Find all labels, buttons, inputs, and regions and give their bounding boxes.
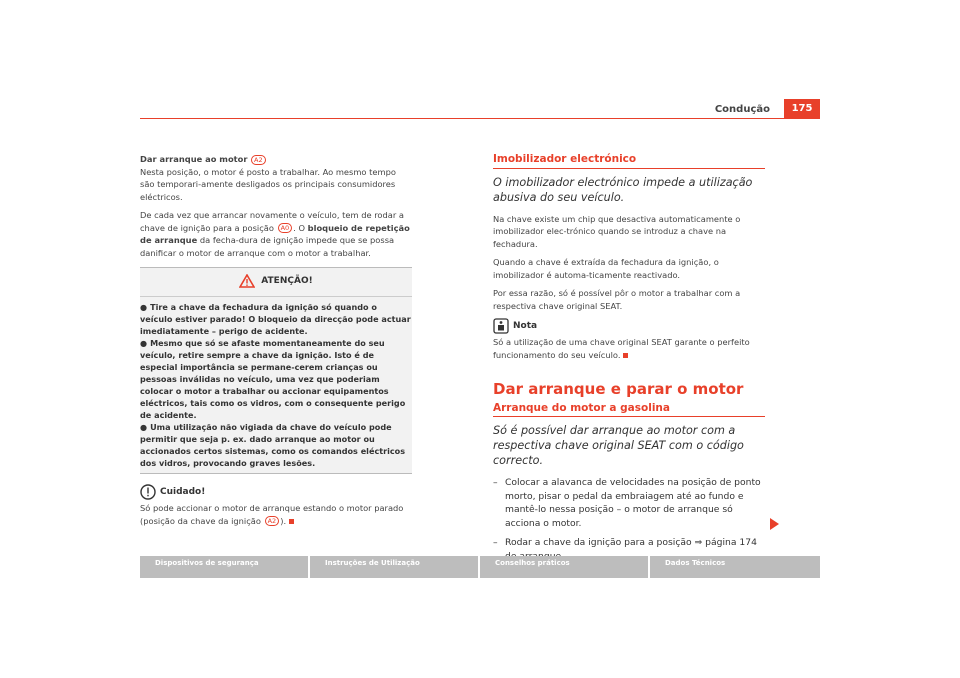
section-title-petrol-start: Arranque do motor a gasolina <box>493 402 765 418</box>
position-ref-a2[interactable]: A2 <box>251 155 266 165</box>
dash-bullet: – <box>493 477 498 488</box>
restart-text-c: da fecha-dura de ignição impede que se possa danificar o motor de arranque com o motor a trabalhar. <box>140 235 395 258</box>
note-header <box>493 318 765 334</box>
start-engine-text: Nesta posição, o motor é posto a trabalhar. Ao mesmo tempo são temporari-amente desligados os principais consumidores eléctricos. <box>140 166 396 202</box>
page-number: 175 <box>784 99 820 119</box>
chapter-title: Dar arranque e parar o motor <box>493 380 744 398</box>
footer-tab-technical-data[interactable]: Dados Técnicos <box>650 556 820 578</box>
caution-title: Cuidado! <box>160 486 206 497</box>
end-of-section-icon <box>623 353 628 358</box>
caution-text-a: Só pode accionar o motor de arranque estando o motor parado (posição da chave da ignição <box>140 503 404 526</box>
warning-item-text: Mesmo que só se afaste momentaneamente do seu veículo, retire sempre a chave da ignição. Isto é de especial importância se permane-cerem crianças ou pessoas inválidas no veículo, uma vez que poderiam colocar o motor a trabalhar ou accionar equipamentos eléctricos, tais como os vidros, com o consequente perigo de acidente. <box>140 338 406 420</box>
warning-title: ATENÇÃO! <box>261 275 313 286</box>
caution-text-b: ). <box>280 515 287 526</box>
left-column <box>140 153 412 533</box>
dash-bullet: – <box>493 537 498 548</box>
note-title: Nota <box>513 320 538 331</box>
note-text-body: Só a utilização de uma chave original SEAT garante o perfeito funcionamento do seu veículo. <box>493 337 750 360</box>
warning-header <box>140 272 412 297</box>
instruction-step-text: Colocar a alavanca de velocidades na posição de ponto morto, pisar o pedal da embraiagem até ao fundo e mantê-lo nessa posição – o motor de arranque só acciona o motor. <box>505 477 761 529</box>
restart-bold-term: bloqueio de repetição de arranque <box>140 222 410 245</box>
warning-item-text: Uma utilização não vigiada da chave do veículo pode permitir que seja p. ex. dado arranque ao motor ou accionados certos sistemas, como os comandos eléctricos dos vidros, provocando graves lesões. <box>140 422 406 468</box>
chapter-header-title: Condução <box>714 104 770 115</box>
end-of-section-icon <box>289 519 294 524</box>
section-intro-immobiliser: O imobilizador electrónico impede a utilização abusiva do seu veículo. <box>493 175 753 204</box>
note-icon <box>493 318 509 334</box>
caution-icon <box>140 484 156 500</box>
caution-header <box>140 484 412 500</box>
immobiliser-paragraph: Por essa razão, só é possível pôr o motor a trabalhar com a respectiva chave original SEAT. <box>493 288 741 311</box>
instruction-step-text[interactable]: Rodar a chave da ignição para a posição ⇒ página 174 <box>505 537 757 548</box>
section-intro-petrol-start: Só é possível dar arranque ao motor com a respectiva chave original SEAT com o código correcto. <box>493 424 744 467</box>
footer-tab-tips[interactable]: Conselhos práticos <box>480 556 648 578</box>
restart-paragraph <box>140 209 412 259</box>
immobiliser-paragraph: Na chave existe um chip que desactiva automaticamente o imobilizador elec-trónico quando se introduz a chave na fechadura. <box>493 213 741 249</box>
start-engine-paragraph <box>140 153 412 203</box>
restart-text-b: . O <box>293 222 306 233</box>
warning-triangle-icon <box>239 274 255 288</box>
bullet-icon: ● <box>140 302 148 312</box>
header-divider <box>140 118 820 119</box>
warning-box <box>140 267 412 474</box>
footer-tab-instructions[interactable]: Instruções de Utilização <box>310 556 478 578</box>
immobiliser-paragraph: Quando a chave é extraída da fechadura da ignição, o imobilizador é automa-ticamente reactivado. <box>493 257 719 280</box>
footer-tab-safety[interactable]: Dispositivos de segurança <box>140 556 308 578</box>
warning-item <box>140 421 412 469</box>
position-ref-a2[interactable]: A2 <box>265 516 280 526</box>
warning-item <box>140 301 412 337</box>
position-ref-a0[interactable]: A0 <box>278 223 293 233</box>
warning-item <box>140 337 412 421</box>
bullet-icon: ● <box>140 422 148 432</box>
section-title-immobiliser: Imobilizador electrónico <box>493 153 765 169</box>
instruction-step <box>493 476 765 530</box>
note-text <box>493 336 765 361</box>
caution-text <box>140 502 412 527</box>
start-engine-heading: Dar arranque ao motor <box>140 154 248 164</box>
restart-text-a: De cada vez que arrancar novamente o veículo, tem de rodar a chave de ignição para a posição <box>140 210 404 233</box>
continue-arrow-icon[interactable] <box>770 518 779 530</box>
bullet-icon: ● <box>140 338 148 348</box>
right-column <box>493 153 765 569</box>
warning-item-text: Tire a chave da fechadura da ignição só quando o veículo estiver parado! O bloqueio da direcção pode actuar imediatamente – perigo de acidente. <box>140 302 411 336</box>
